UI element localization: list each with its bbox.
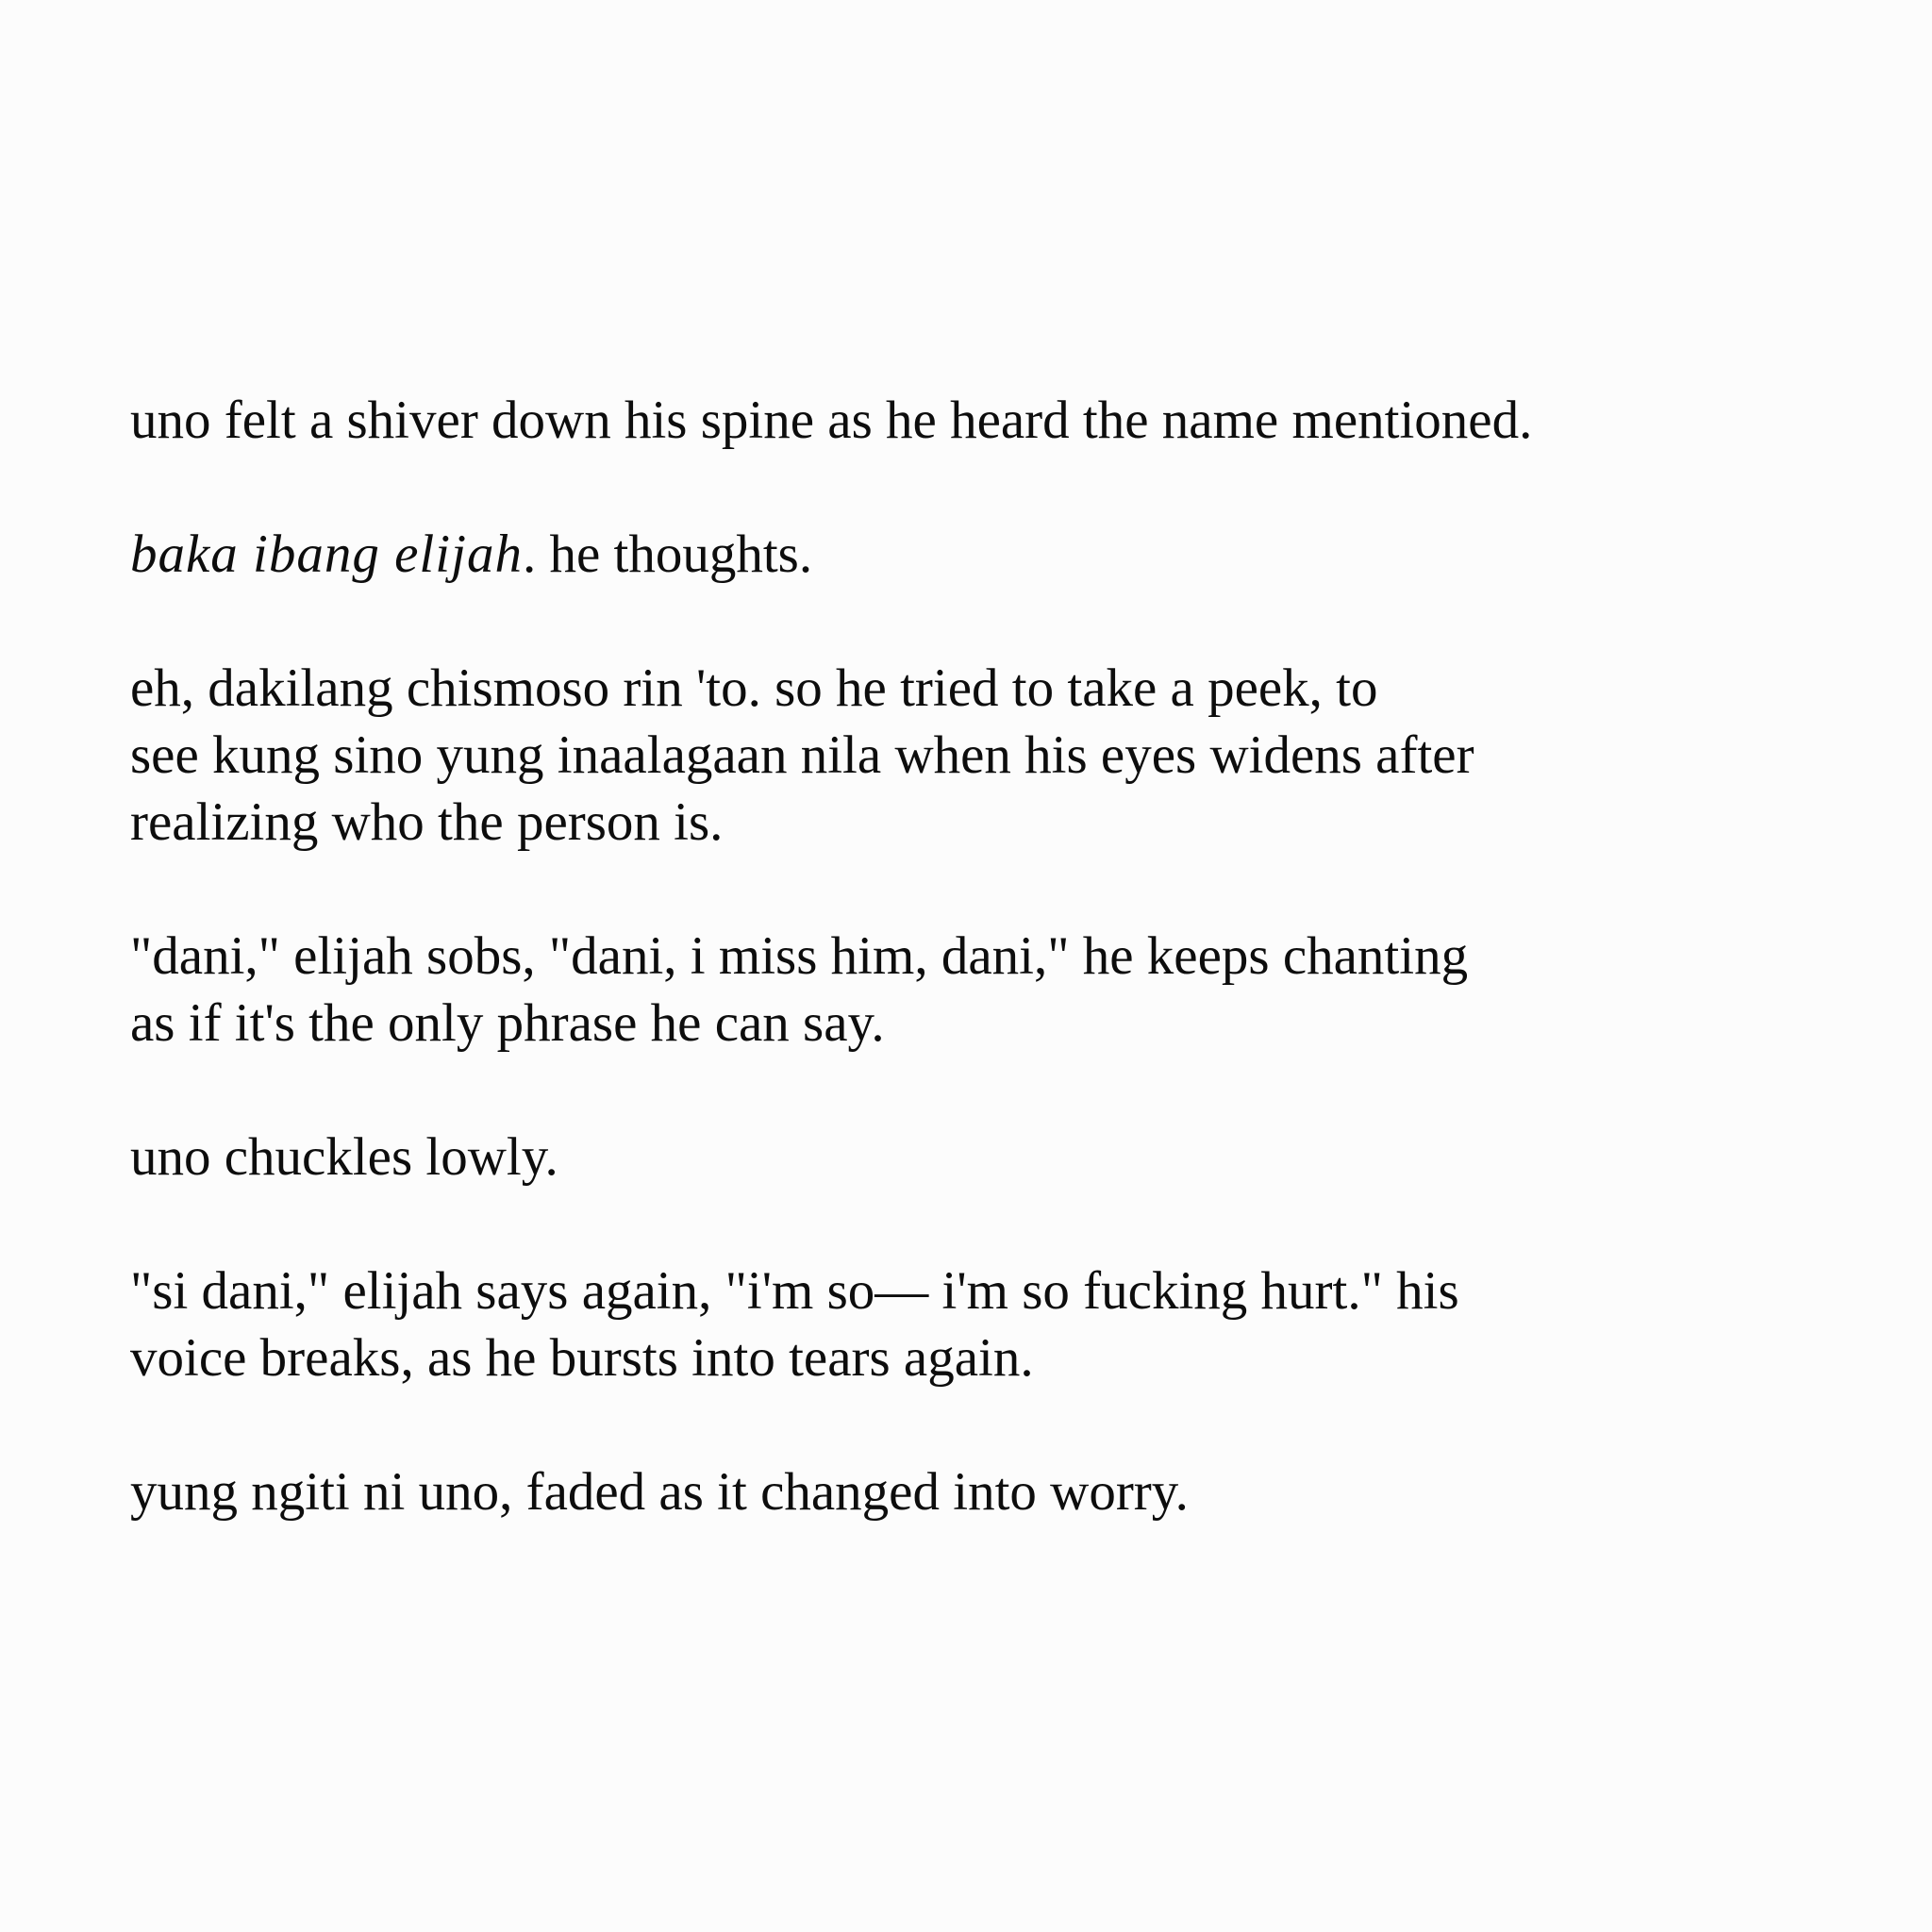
text-line: realizing who the person is. — [130, 792, 724, 852]
paragraph-5 — [130, 1124, 1904, 1191]
text-line: see kung sino yung inaalagaan nila when his eyes widens after — [130, 725, 1474, 785]
story-text — [130, 387, 1904, 1525]
text-line — [130, 521, 1904, 588]
paragraph-6 — [130, 1257, 1904, 1391]
thought-tag: . he thoughts. — [522, 525, 813, 584]
paragraph-3 — [130, 655, 1904, 856]
text-line: voice breaks, as he bursts into tears again. — [130, 1328, 1034, 1388]
text-line: uno felt a shiver down his spine as he heard the name mentioned. — [130, 391, 1533, 450]
text-line: eh, dakilang chismoso rin 'to. so he tried to take a peek, to — [130, 658, 1378, 718]
paragraph-4 — [130, 923, 1904, 1057]
paragraph-1 — [130, 387, 1904, 454]
text-line: uno chuckles lowly. — [130, 1127, 558, 1187]
text-line: "si dani," elijah says again, "i'm so— i'm so fucking hurt." his — [130, 1261, 1459, 1321]
paragraph-7 — [130, 1458, 1904, 1525]
text-line: "dani," elijah sobs, "dani, i miss him, dani," he keeps chanting — [130, 926, 1469, 986]
paragraph-2 — [130, 521, 1904, 588]
text-line: as if it's the only phrase he can say. — [130, 993, 885, 1053]
italic-thought: baka ibang elijah — [130, 525, 523, 584]
text-line: yung ngiti ni uno, faded as it changed into worry. — [130, 1462, 1189, 1522]
